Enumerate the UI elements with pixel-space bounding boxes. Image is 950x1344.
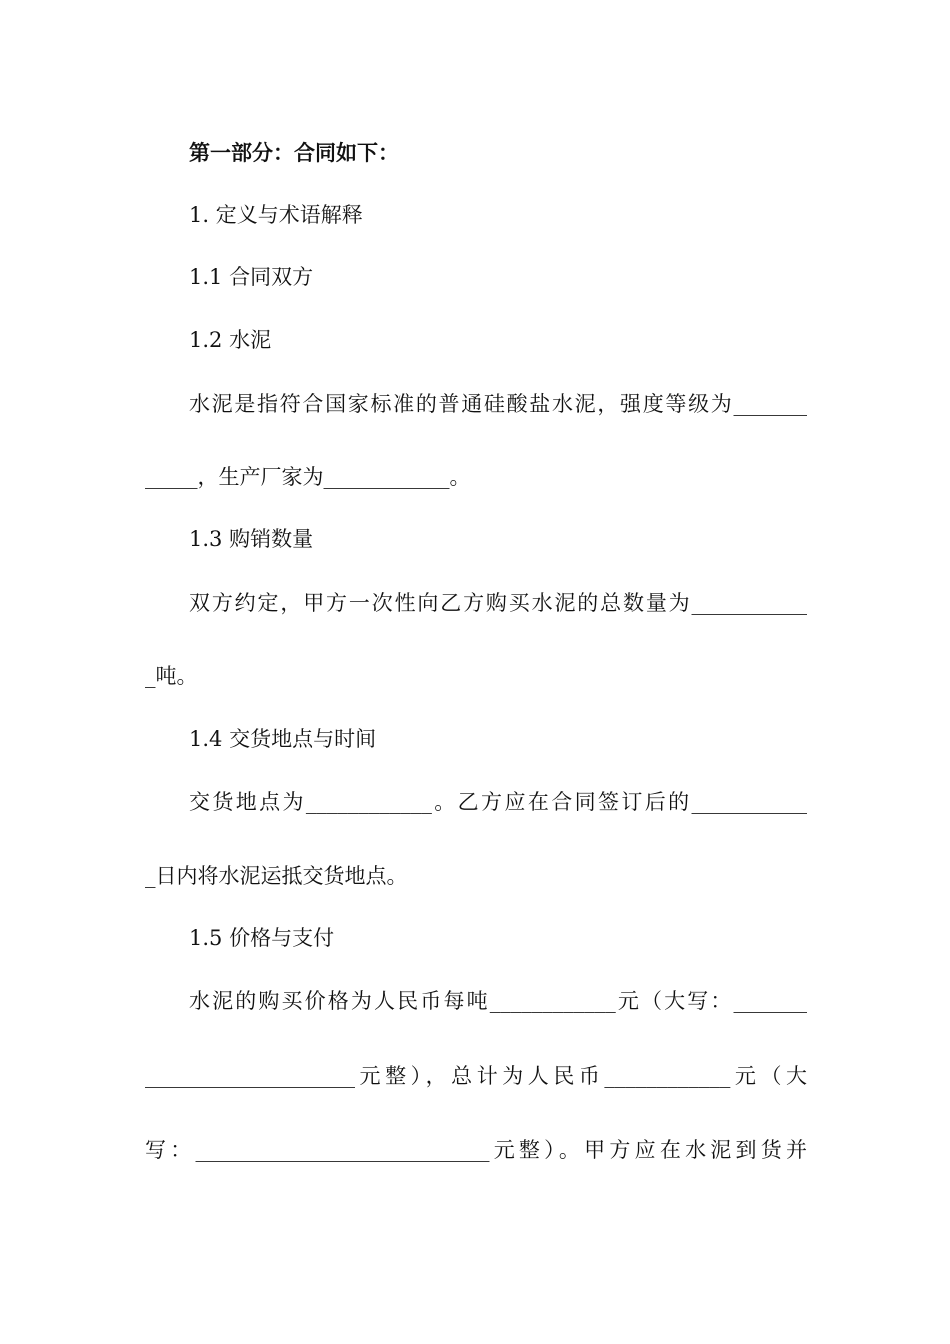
price-line-2: ____________________元整），总计为人民币____________元（大 [145, 1064, 807, 1088]
clause-1-title: 1. 定义与术语解释 [189, 203, 363, 227]
clause-1-2-title: 1.2 水泥 [189, 328, 272, 352]
section-heading: 第一部分：合同如下： [189, 140, 399, 165]
cement-definition-line-2: _____，生产厂家为____________。 [145, 465, 471, 489]
clause-1-5-title: 1.5 价格与支付 [189, 926, 335, 950]
cement-definition-line-1: 水泥是指符合国家标准的普通硅酸盐水泥，强度等级为_______ [189, 392, 807, 416]
clause-1-3-title: 1.3 购销数量 [189, 527, 314, 551]
clause-1-1-title: 1.1 合同双方 [189, 265, 314, 289]
quantity-line-1: 双方约定，甲方一次性向乙方购买水泥的总数量为___________ [189, 591, 807, 615]
quantity-line-2: _吨。 [145, 664, 198, 688]
delivery-line-2: _日内将水泥运抵交货地点。 [145, 864, 408, 888]
delivery-line-1: 交货地点为____________。乙方应在合同签订后的___________ [189, 790, 807, 814]
price-line-1: 水泥的购买价格为人民币每吨____________元（大写：_______ [189, 989, 807, 1013]
clause-1-4-title: 1.4 交货地点与时间 [189, 727, 377, 751]
price-line-3: 写：____________________________元整）。甲方应在水泥到货并 [145, 1138, 807, 1162]
